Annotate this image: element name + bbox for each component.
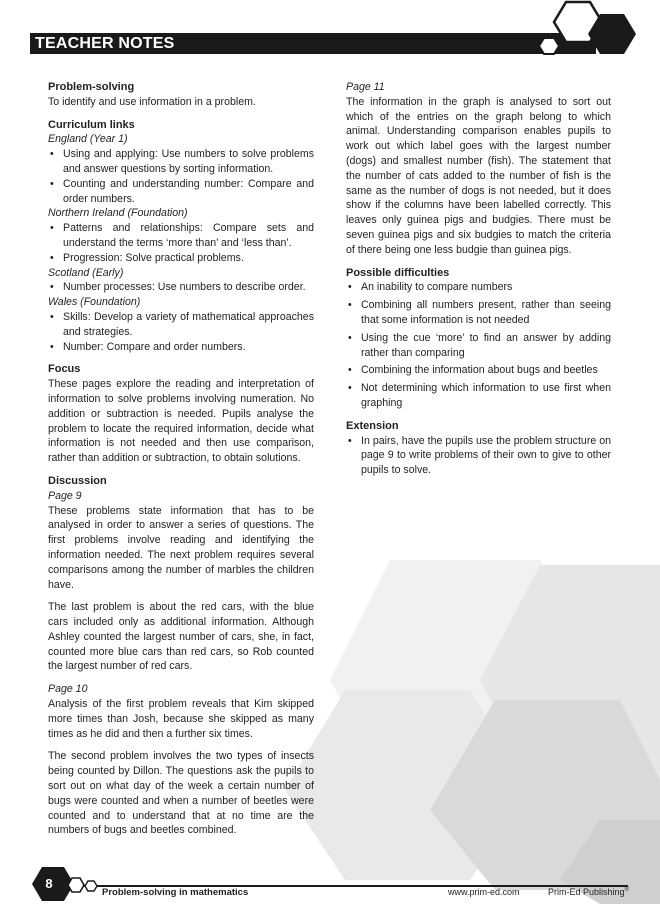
page-10-paragraph: The second problem involves the two types of insects being counted by Dillon. The questions ask the pupils to sort out on what day of the week a certain number of bugs were counted and when a number of beetles were counted and to understand that at no time are the numbers of bugs and beetles combined. [48,750,314,837]
wales-list [48,310,314,354]
page-11-label: Page 11 [346,81,385,93]
list-item: • Number: Compare and order numbers. [48,340,314,355]
list-item: • Progression: Solve practical problems. [48,251,314,266]
page-10-paragraph: Analysis of the first problem reveals that Kim skipped more times than Josh, because she skipped as many times as he did and then a further six times. [48,698,314,740]
northern-ireland-list [48,221,314,265]
page-10-label: Page 10 [48,683,88,696]
footer-publisher [548,887,629,897]
right-column [346,80,611,478]
northern-ireland-label: Northern Ireland (Foundation) [48,207,188,220]
england-label: England (Year 1) [48,133,128,146]
page-title: TEACHER NOTES [35,35,175,52]
list-item: • Using and applying: Use numbers to solve problems and answer questions by sorting information. [48,147,314,177]
problem-solving-heading: Problem-solving [48,81,135,93]
possible-difficulties-heading: Possible difficulties [346,266,450,279]
list-item: • Number processes: Use numbers to describe order. [48,280,314,295]
page-number: 8 [45,876,53,891]
page-9-label: Page 9 [48,489,82,502]
scotland-list [48,280,314,295]
page-11-paragraph: The information in the graph is analysed to sort out which of the entries on the graph belong to which animal. Understanding comparison enables pupils to work out which label goes with the largest number (dogs) and smallest number (fish). The statement that the number of cats added to the number of fish is the same as the number of dogs is not needed, but it does show if the columns have been labelled correctly. This leaves only guinea pigs and budgies. There must be seven guinea pigs and six budgies to match the criteria of there being one less budgie than guinea pigs. [346,95,611,256]
left-column [48,80,314,838]
list-item: • Combining all numbers present, rather than seeing that some information is not needed [346,298,611,328]
list-item: • Not determining which information to use first when graphing [346,381,611,411]
focus-text: These pages explore the reading and interpretation of information to solve problems involving numeration. No addition or subtraction is needed. Pupils analyse the problem to locate the required information, decide what information is not needed and then use comparison, rather than addition or subtraction, to obtain solutions. [48,378,314,465]
page-9-paragraph: The last problem is about the red cars, with the blue cars included only as additional information. Although Ashley counted the largest number of cars, she, in fact, counted more blue cars than red cars, so Rob counted the largest number of red cars. [48,601,314,673]
list-item: • Combining the information about bugs and beetles [346,363,611,378]
footer-title: Problem-solving in mathematics [102,887,249,898]
list-item: • Patterns and relationships: Compare sets and understand the terms ‘more than’ and ‘less than’. [48,221,314,251]
scotland-label: Scotland (Early) [48,266,124,279]
discussion-heading: Discussion [48,474,107,487]
list-item: • In pairs, have the pupils use the problem structure on page 9 to write problems of their own to give to other pupils to solve. [346,434,611,478]
extension-list [346,434,611,478]
possible-difficulties-list [346,280,611,410]
wales-label: Wales (Foundation) [48,296,141,309]
list-item: • An inability to compare numbers [346,280,611,295]
focus-heading: Focus [48,363,81,376]
footer-url: www.prim-ed.com [448,887,520,897]
list-item: • Counting and understanding number: Compare and order numbers. [48,177,314,207]
list-item: • Using the cue ‘more’ to find an answer by adding rather than comparing [346,331,611,361]
publisher-name: Prim-Ed Publishing [548,887,625,897]
curriculum-links-heading: Curriculum links [48,118,135,131]
extension-heading: Extension [346,419,399,432]
page-9-paragraph: These problems state information that has to be analysed in order to answer a series of questions. The first problems involve reading and identifying the information needed. The next problem requires several comparisons among the number of marbles the children have. [48,504,314,591]
england-list [48,147,314,206]
registered-mark: ® [624,887,629,893]
list-item: • Skills: Develop a variety of mathematical approaches and strategies. [48,310,314,340]
problem-solving-text: To identify and use information in a problem. [48,95,256,108]
header-hexagon-icon [538,0,648,60]
